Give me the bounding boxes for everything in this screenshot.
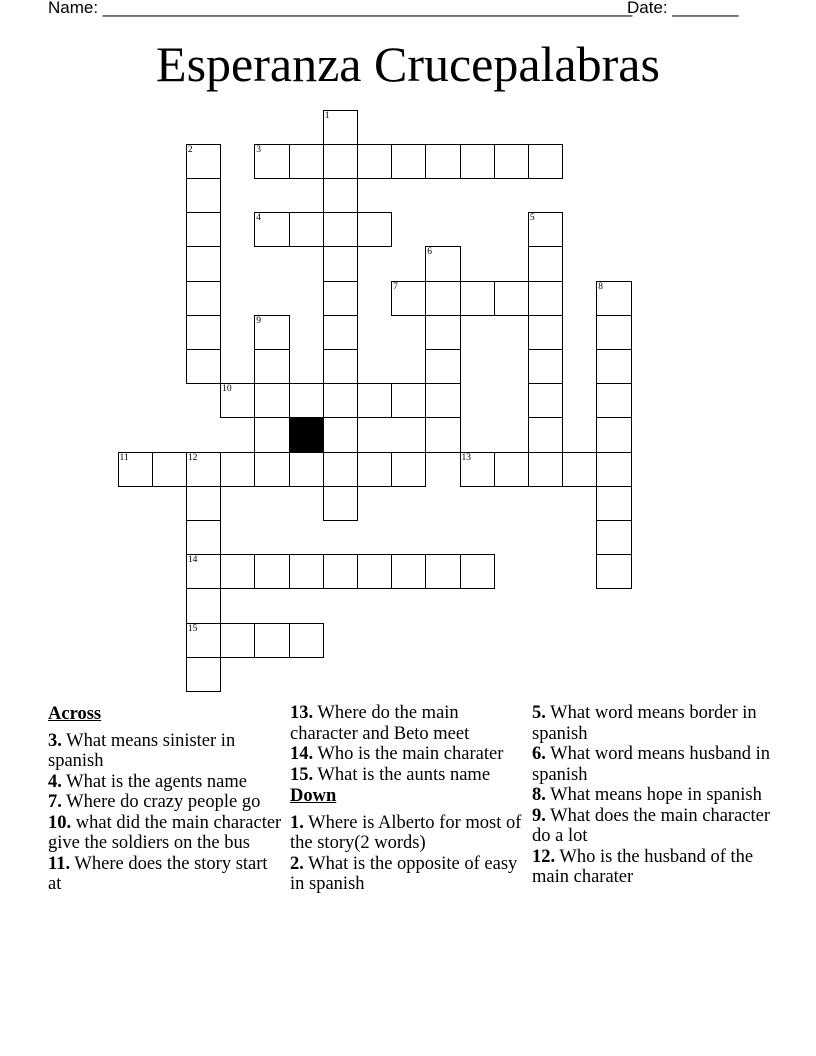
clue-number-label: 2 xyxy=(187,144,193,155)
crossword-cell[interactable] xyxy=(254,144,289,179)
crossword-cell[interactable] xyxy=(425,349,460,384)
clue-text: What word means border in spanish xyxy=(532,703,757,744)
black-square xyxy=(289,417,324,452)
crossword-cell[interactable] xyxy=(186,588,221,623)
clue-text: Who is the husband of the main charater xyxy=(532,846,754,887)
crossword-cell[interactable] xyxy=(425,246,460,281)
crossword-cell[interactable] xyxy=(323,315,358,350)
crossword-cell[interactable] xyxy=(186,281,221,316)
crossword-cell[interactable] xyxy=(289,452,324,487)
name-field-label: Name: ________________________________________________________ xyxy=(48,0,633,17)
clue-number-label: 9 xyxy=(256,315,262,326)
clue-number-label: 11 xyxy=(119,452,129,463)
crossword-cell[interactable] xyxy=(289,554,324,589)
clue-text: What word means husband in spanish xyxy=(532,744,771,785)
crossword-cell[interactable] xyxy=(596,452,631,487)
crossword-cell[interactable] xyxy=(186,144,221,179)
across-clue-13 xyxy=(290,703,525,744)
clue-number-label: 1 xyxy=(324,110,330,121)
clues-column-3 xyxy=(532,703,772,888)
clues-column-2 xyxy=(290,703,525,895)
across-heading: Across xyxy=(48,704,102,724)
crossword-cell[interactable] xyxy=(528,315,563,350)
crossword-cell[interactable] xyxy=(425,144,460,179)
crossword-cell[interactable] xyxy=(220,452,255,487)
crossword-cell[interactable] xyxy=(220,623,255,658)
clue-number: 14. xyxy=(290,744,314,764)
crossword-cell[interactable] xyxy=(528,281,563,316)
clue-text: Where do crazy people go xyxy=(61,792,261,812)
clue-number-label: 10 xyxy=(222,384,232,395)
clue-number: 15. xyxy=(290,764,314,785)
crossword-cell[interactable] xyxy=(289,383,324,418)
crossword-cell[interactable] xyxy=(323,212,358,247)
down-clue-5 xyxy=(532,703,772,744)
crossword-cell[interactable] xyxy=(528,349,563,384)
crossword-cell[interactable] xyxy=(425,315,460,350)
crossword-cell[interactable] xyxy=(460,554,495,589)
clue-text: Where is Alberto for most of the story(2 words) xyxy=(290,812,522,853)
crossword-cell[interactable] xyxy=(357,383,392,418)
crossword-cell[interactable] xyxy=(391,452,426,487)
crossword-cell[interactable] xyxy=(528,212,563,247)
crossword-cell[interactable] xyxy=(152,452,187,487)
clue-text: Where does the story start at xyxy=(48,853,268,894)
crossword-cell[interactable] xyxy=(323,383,358,418)
crossword-cell[interactable] xyxy=(494,281,529,316)
down-clue-8 xyxy=(532,785,772,806)
crossword-cell[interactable] xyxy=(254,349,289,384)
crossword-cell[interactable] xyxy=(254,383,289,418)
crossword-cell[interactable] xyxy=(323,178,358,213)
clue-number: 12. xyxy=(532,846,556,867)
crossword-cell[interactable] xyxy=(596,349,631,384)
crossword-cell[interactable] xyxy=(323,349,358,384)
crossword-cell[interactable] xyxy=(186,486,221,521)
clue-number: 1. xyxy=(290,812,304,833)
crossword-cell[interactable] xyxy=(186,554,221,589)
across-clue-3 xyxy=(48,731,283,772)
crossword-cell[interactable] xyxy=(254,623,289,658)
crossword-cell[interactable] xyxy=(528,246,563,281)
crossword-cell[interactable] xyxy=(425,383,460,418)
clue-text: What does the main character do a lot xyxy=(532,805,770,846)
crossword-cell[interactable] xyxy=(254,452,289,487)
crossword-cell[interactable] xyxy=(323,452,358,487)
crossword-cell[interactable] xyxy=(357,554,392,589)
clue-number-label: 13 xyxy=(461,452,471,463)
down-clue-12 xyxy=(532,847,772,888)
crossword-cell[interactable] xyxy=(596,383,631,418)
crossword-cell[interactable] xyxy=(323,417,358,452)
crossword-cell[interactable] xyxy=(289,623,324,658)
crossword-cell[interactable] xyxy=(596,281,631,316)
crossword-cell[interactable] xyxy=(323,144,358,179)
crossword-cell[interactable] xyxy=(186,520,221,555)
crossword-cell[interactable] xyxy=(391,281,426,316)
crossword-cell[interactable] xyxy=(357,452,392,487)
crossword-cell[interactable] xyxy=(186,623,221,658)
clue-text: What is the aunts name xyxy=(313,764,491,785)
clue-number: 8. xyxy=(532,785,546,805)
crossword-cell[interactable] xyxy=(596,554,631,589)
crossword-cell[interactable] xyxy=(494,144,529,179)
crossword-cell[interactable] xyxy=(186,178,221,213)
clue-number-label: 8 xyxy=(598,281,604,292)
crossword-cell[interactable] xyxy=(596,315,631,350)
crossword-cell[interactable] xyxy=(289,144,324,179)
crossword-cell[interactable] xyxy=(254,554,289,589)
crossword-cell[interactable] xyxy=(596,417,631,452)
crossword-cell[interactable] xyxy=(425,417,460,452)
crossword-cell[interactable] xyxy=(323,110,358,145)
crossword-cell[interactable] xyxy=(323,554,358,589)
crossword-cell[interactable] xyxy=(494,452,529,487)
clue-number-label: 12 xyxy=(187,452,198,463)
crossword-cell[interactable] xyxy=(528,452,563,487)
page-title: Esperanza Crucepalabras xyxy=(156,36,660,92)
crossword-cell[interactable] xyxy=(596,486,631,521)
crossword-cell[interactable] xyxy=(323,281,358,316)
clue-number-label: 15 xyxy=(187,623,198,634)
clue-text: Where do the main character and Beto meet xyxy=(290,703,470,744)
date-field-label: Date: _______ xyxy=(627,0,739,17)
clue-number: 13. xyxy=(290,703,314,723)
crossword-cell[interactable] xyxy=(186,452,221,487)
crossword-cell[interactable] xyxy=(186,246,221,281)
crossword-cell[interactable] xyxy=(357,144,392,179)
clue-number-label: 14 xyxy=(187,555,198,566)
crossword-cell[interactable] xyxy=(460,144,495,179)
across-clue-15 xyxy=(290,765,525,786)
crossword-cell[interactable] xyxy=(391,144,426,179)
clue-number-label: 5 xyxy=(529,213,535,224)
across-clue-14 xyxy=(290,744,525,765)
across-clue-11 xyxy=(48,854,283,895)
down-clue-2 xyxy=(290,854,525,895)
clue-number: 2. xyxy=(290,853,304,874)
clue-number: 7. xyxy=(48,792,62,812)
down-clue-1 xyxy=(290,813,525,854)
crossword-cell[interactable] xyxy=(562,452,597,487)
crossword-cell[interactable] xyxy=(254,417,289,452)
across-clue-7 xyxy=(48,792,283,813)
crossword-cell[interactable] xyxy=(118,452,153,487)
crossword-cell[interactable] xyxy=(254,315,289,350)
clue-text: What is the agents name xyxy=(61,771,247,792)
down-clue-9 xyxy=(532,806,772,847)
clue-number: 11. xyxy=(48,853,71,874)
clue-number: 4. xyxy=(48,771,62,792)
crossword-cell[interactable] xyxy=(220,383,255,418)
clue-number: 9. xyxy=(532,805,546,826)
clue-text: what did the main character give the soldiers on the bus xyxy=(48,812,282,853)
clue-text: What is the opposite of easy in spanish xyxy=(290,853,518,894)
crossword-cell[interactable] xyxy=(596,520,631,555)
crossword-cell[interactable] xyxy=(460,281,495,316)
clue-text: What means hope in spanish xyxy=(545,785,762,805)
crossword-cell[interactable] xyxy=(528,383,563,418)
clue-text: What means sinister in spanish xyxy=(48,730,236,771)
clue-number-label: 3 xyxy=(256,144,262,155)
clues-column-1 xyxy=(48,703,283,895)
crossword-cell[interactable] xyxy=(186,315,221,350)
clue-number: 3. xyxy=(48,730,62,751)
across-clue-4 xyxy=(48,772,283,793)
crossword-cell[interactable] xyxy=(186,212,221,247)
crossword-cell[interactable] xyxy=(220,554,255,589)
crossword-cell[interactable] xyxy=(425,281,460,316)
clue-number: 10. xyxy=(48,812,72,833)
crossword-cell[interactable] xyxy=(391,383,426,418)
crossword-cell[interactable] xyxy=(391,554,426,589)
crossword-cell[interactable] xyxy=(186,349,221,384)
across-clue-10 xyxy=(48,813,283,854)
clue-number: 6. xyxy=(532,744,546,764)
crossword-cell[interactable] xyxy=(528,417,563,452)
crossword-cell[interactable] xyxy=(323,246,358,281)
clue-number-label: 7 xyxy=(393,281,398,292)
crossword-cell[interactable] xyxy=(357,212,392,247)
crossword-cell[interactable] xyxy=(186,657,221,692)
crossword-cell[interactable] xyxy=(289,212,324,247)
crossword-cell[interactable] xyxy=(528,144,563,179)
clue-text: Who is the main charater xyxy=(313,744,504,764)
crossword-cell[interactable] xyxy=(460,452,495,487)
crossword-cell[interactable] xyxy=(425,554,460,589)
crossword-cell[interactable] xyxy=(254,212,289,247)
clue-number-label: 4 xyxy=(256,213,262,224)
crossword-cell[interactable] xyxy=(323,486,358,521)
down-heading: Down xyxy=(290,786,337,806)
clue-number: 5. xyxy=(532,703,546,723)
clue-number-label: 6 xyxy=(427,247,433,258)
down-clue-6 xyxy=(532,744,772,785)
